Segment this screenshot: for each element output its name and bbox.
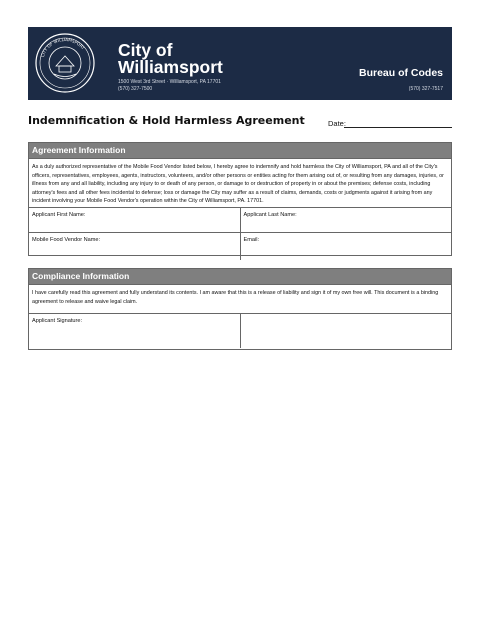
city-name [118,42,223,76]
signature-row [29,313,451,348]
date-label: Date: [328,119,346,128]
agreement-heading: Agreement Information [29,143,451,159]
header-address-block [118,79,221,93]
vendor-email-row [29,232,451,260]
signature-blank-cell [240,314,452,348]
header-phone-left: (570) 327-7500 [118,86,153,92]
svg-text:CITY OF WILLIAMSPORT: CITY OF WILLIAMSPORT [39,36,86,58]
applicant-first-name-field[interactable] [29,208,240,232]
agreement-text: As a duly authorized representative of the Mobile Food Vendor listed below, I hereby agree to indemnify and hold harmless the City of Williamsport, PA and all of the City's officers, representatives, employees, agents, instructors, volunteers, and/or other persons or entities acting for them arising out of, or resulting from any damages, injuries, or illness from any and all liability, including any injury to or death of any person, or damage to or destruction of property in or about the premises; defense costs, including attorney's fees and all other fees incidental to defense; loss or damage the City may suffer as a result of claims, demands, costs or judgments against it arising from any incident involving your Mobile Food Vendor's operation within the City of Williamsport, PA. 17701. [32,164,444,204]
applicant-last-name-label: Applicant Last Name: [243,212,297,218]
document-title: Indemnification & Hold Harmless Agreement [28,114,305,127]
agreement-section [28,142,452,256]
compliance-text: I have carefully read this agreement and fully understand its contents. I am aware that this is a release of liability and sign it of my own free will. This document is a binding agreement to release and waive legal claim. [32,290,439,305]
applicant-signature-field[interactable] [29,314,240,348]
compliance-heading: Compliance Information [29,269,451,285]
bureau-name: Bureau of Codes [358,67,443,79]
header-banner [28,27,452,100]
vendor-name-label: Mobile Food Vendor Name: [32,237,101,243]
applicant-signature-label: Applicant Signature: [32,318,83,324]
date-field[interactable] [344,127,452,128]
city-seal-logo [34,32,96,94]
city-name-line1: City of [118,40,173,60]
email-label: Email: [243,237,260,243]
compliance-section [28,268,452,350]
vendor-name-field[interactable] [29,233,240,260]
email-field[interactable] [240,233,452,260]
city-name-line2: Williamsport [118,57,223,77]
applicant-last-name-field[interactable] [240,208,452,232]
header-address: 1500 West 3rd Street · Williamsport, PA 17701 [118,79,221,85]
applicant-name-row [29,207,451,232]
applicant-first-name-label: Applicant First Name: [32,212,86,218]
header-phone-right: (570) 327-7517 [408,86,443,92]
